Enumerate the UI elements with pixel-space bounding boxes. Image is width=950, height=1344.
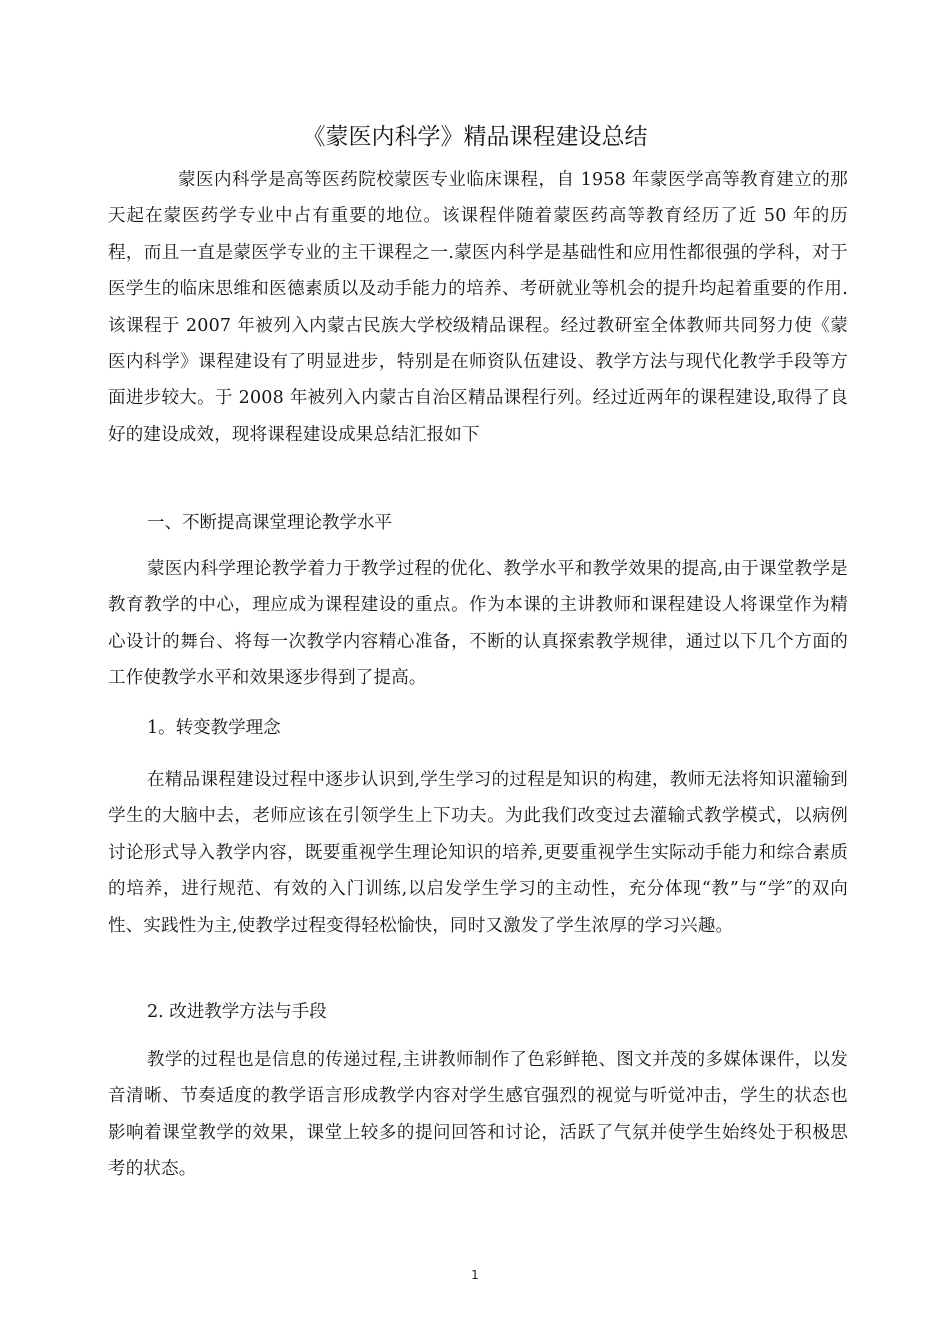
intro-paragraph: 蒙医内科学是高等医药院校蒙医专业临床课程，自 1958 年蒙医学高等教育建立的那天起在蒙医药学专业中占有重要的地位。该课程伴随着蒙医药高等教育经历了近 50 年的历程，而且一直是蒙医学专业的主干课程之一.蒙医内科学是基础性和应用性都很强的学科，对于医学生的临床思维和医德素质以及动手能力的培养、考研就业等机会的提升均起着重要的作用.该课程于 2007 年被列入内蒙古民族大学校级精品课程。经过教研室全体教师共同努力使《蒙医内科学》课程建设有了明显进步，特别是在师资队伍建设、教学方法与现代化教学手段等方面进步较大。于 2008 年被列入内蒙古自治区精品课程行列。经过近两年的课程建设,取得了良好的建设成效，现将课程建设成果总结汇报如下 xyxy=(108,170,848,445)
subsection-paragraph-1: 在精品课程建设过程中逐步认识到,学生学习的过程是知识的构建，教师无法将知识灌输到学生的大脑中去，老师应该在引领学生上下功夫。为此我们改变过去灌输式教学模式，以病例讨论形式导入教学内容，既要重视学生理论知识的培养,更要重视学生实际动手能力和综合素质的培养，进行规范、有效的入门训练,以启发学生学习的主动性，充分体现“教”与“学″的双向性、实践性为主,使教学过程变得轻松愉快，同时又激发了学生浓厚的学习兴趣。 xyxy=(108,770,848,936)
page-number: 1 xyxy=(471,1268,479,1282)
subsection-paragraph-2: 教学的过程也是信息的传递过程,主讲教师制作了色彩鲜艳、图文并茂的多媒体课件，以发音清晰、节奏适度的教学语言形成教学内容对学生感官强烈的视觉与听觉冲击，学生的状态也影响着课堂教学的效果，课堂上较多的提问回答和讨论，活跃了气氛并使学生始终处于积极思考的状态。 xyxy=(108,1050,848,1180)
subsection-heading-1: 1。转变教学理念 xyxy=(147,718,281,738)
subsection-heading-2: 2. 改进教学方法与手段 xyxy=(147,1002,327,1022)
document-title: 《蒙医内科学》精品课程建设总结 xyxy=(302,124,648,150)
section-paragraph-1: 蒙医内科学理论教学着力于教学过程的优化、教学水平和教学效果的提高,由于课堂教学是教育教学的中心，理应成为课程建设的重点。作为本课的主讲教师和课程建设人将课堂作为精心设计的舞台、将每一次教学内容精心准备，不断的认真探索教学规律，通过以下几个方面的工作使教学水平和效果逐步得到了提高。 xyxy=(108,559,848,689)
section-heading-1: 一、不断提高课堂理论教学水平 xyxy=(147,513,392,533)
